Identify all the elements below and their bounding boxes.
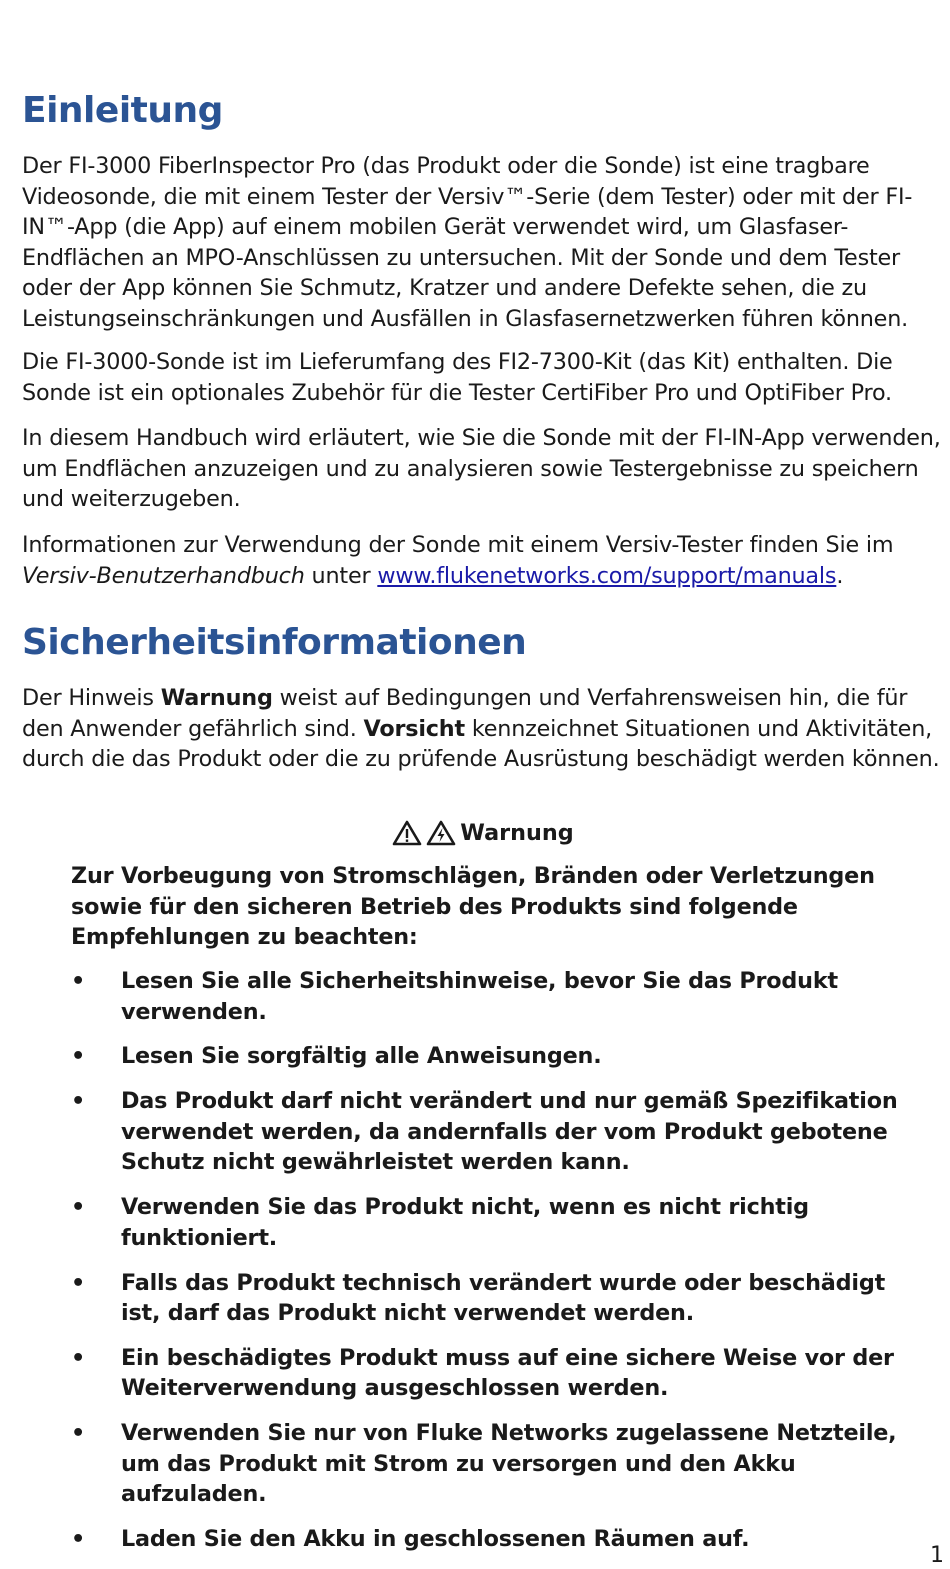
safety-p-mid: weist auf Bedingungen und Verfahrensweisen hin, die für den Anwender gefährlich sind. [22, 685, 908, 742]
safety-p-start: Der Hinweis [22, 685, 161, 711]
list-item: • Verwenden Sie nur von Fluke Networks zugelassene Netzteile, um das Produkt mit Strom zu versorgen und den Akku aufzuladen. [71, 1420, 897, 1508]
warning-title [22, 818, 944, 848]
intro-paragraph-3: In diesem Handbuch wird erläutert, wie Sie die Sonde mit der FI-IN-App verwenden, um Endflächen anzuzeigen und zu analysieren sowie Testergebnisse zu speichern und weiterzugeben. [22, 425, 941, 513]
bullet: • [71, 1043, 86, 1070]
list-item: • Verwenden Sie das Produkt nicht, wenn es nicht richtig funktioniert. [71, 1194, 809, 1251]
manuals-link[interactable]: www.flukenetworks.com/support/manuals [377, 562, 837, 589]
manual-title: Versiv-Benutzerhandbuch [22, 562, 305, 589]
caution-word: Vorsicht [363, 715, 465, 742]
paragraph-4-end: . [836, 562, 844, 589]
list-item: • Lesen Sie alle Sicherheitshinweise, bevor Sie das Produkt verwenden. [71, 968, 838, 1025]
intro-heading: Einleitung [22, 90, 223, 131]
shock-hazard-icon [426, 820, 456, 846]
list-item: • Lesen Sie sorgfältig alle Anweisungen. [71, 1041, 931, 1072]
list-item: • Ein beschädigtes Produkt muss auf eine sichere Weise vor der Weiterverwendung ausgeschlossen werden. [71, 1344, 894, 1402]
intro-paragraph-4 [22, 530, 946, 591]
paragraph-4-start: Informationen zur Verwendung der Sonde mit einem Versiv-Tester finden Sie im [22, 532, 894, 558]
warning-triangle-icon [392, 820, 422, 846]
bullet: • [71, 1344, 86, 1371]
safety-p-end: kennzeichnet Situationen und Aktivitäten, durch die das Produkt oder die zu prüfende Ausrüstung beschädigt werden können. [22, 715, 940, 773]
paragraph-4-mid: unter [304, 562, 378, 589]
bullet: • [71, 1420, 86, 1447]
bullet: • [71, 1088, 86, 1115]
list-item: • Laden Sie den Akku in geschlossenen Räumen auf. [71, 1524, 931, 1555]
bullet: • [71, 1526, 86, 1553]
safety-heading: Sicherheitsinformationen [22, 622, 527, 663]
safety-paragraph [22, 683, 946, 775]
list-item: • Falls das Produkt technisch verändert wurde oder beschädigt ist, darf das Produkt nicht verwendet werden. [71, 1269, 886, 1327]
list-item: • Das Produkt darf nicht verändert und nur gemäß Spezifikation verwendet werden, da andernfalls der vom Produkt gebotene Schutz nicht gewährleistet werden kann. [71, 1088, 898, 1176]
bullet: • [71, 1269, 86, 1296]
warning-list [71, 966, 931, 1569]
page-number: 1 [930, 1543, 944, 1568]
warning-intro: Zur Vorbeugung von Stromschlägen, Bränden oder Verletzungen sowie für den sicheren Betrieb des Produkts sind folgende Empfehlungen zu beachten: [71, 863, 875, 951]
bullet: • [71, 1194, 86, 1221]
intro-paragraph-1: Der FI-3000 FiberInspector Pro (das Produkt oder die Sonde) ist eine tragbare Videosonde, die mit einem Tester der Versiv™-Serie (dem Tester) oder mit der FI-IN™-App (die App) auf einem mobilen Gerät verwendet wird, um Glasfaser-Endflächen an MPO-Anschlüssen zu untersuchen. Mit der Sonde und dem Tester oder der App können Sie Schmutz, Kratzer und andere Defekte sehen, die zu Leistungseinschränkungen und Ausfällen in Glasfasernetzwerken führen können. [22, 153, 913, 332]
warning-word: Warnung [160, 685, 273, 711]
intro-paragraph-2: Die FI-3000-Sonde ist im Lieferumfang des FI2-7300-Kit (das Kit) enthalten. Die Sonde ist ein optionales Zubehör für die Tester CertiFiber Pro und OptiFiber Pro. [22, 349, 893, 406]
bullet: • [71, 968, 86, 994]
warning-title-text: Warnung [460, 820, 574, 846]
